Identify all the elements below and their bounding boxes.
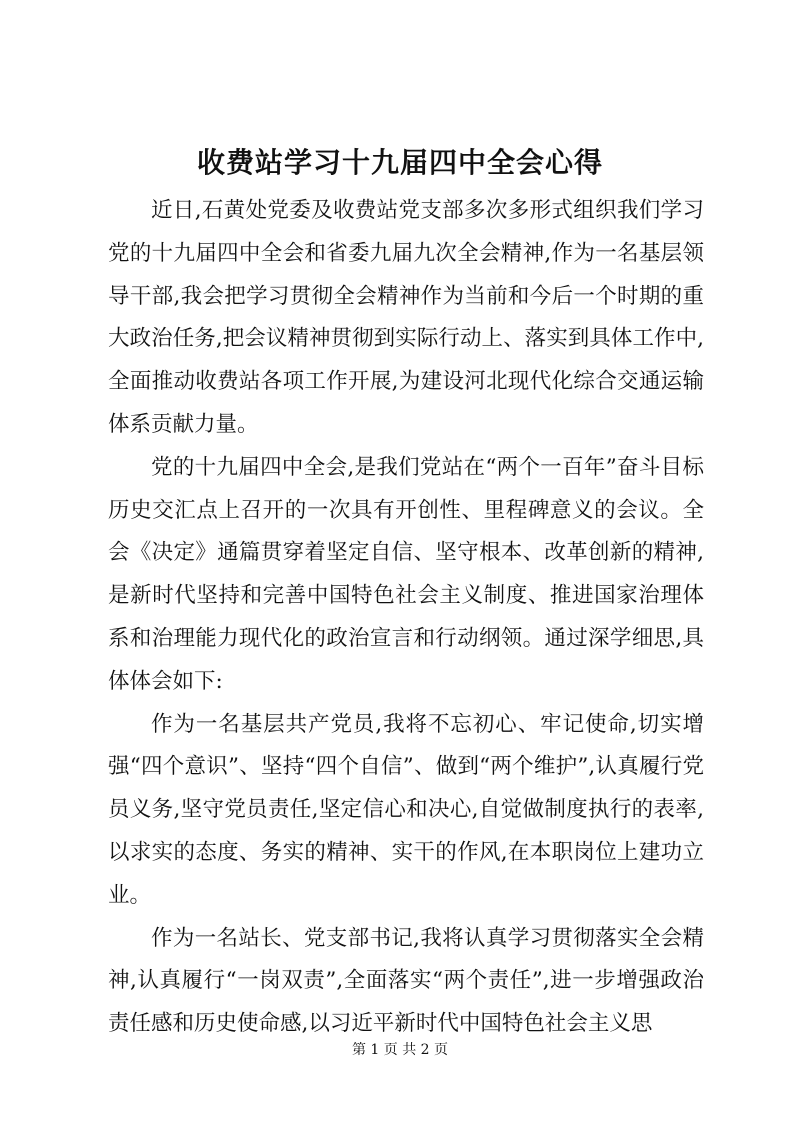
paragraph-2: 党的十九届四中全会,是我们党站在“两个一百年”奋斗目标历史交汇点上召开的一次具有开创性、里程碑意义的会议。全会《决定》通篇贯穿着坚定自信、坚守根本、改革创新的精神,是新时代坚持和完善中国特色社会主义制度、推进国家治理体系和治理能力现代化的政治宣言和行动纲领。通过深学细思,具体体会如下: [108,454,704,694]
document-body [108,190,704,1046]
paragraph-3: 作为一名基层共产党员,我将不忘初心、牢记使命,切实增强“四个意识”、坚持“四个自信”、做到“两个维护”,认真履行党员义务,坚守党员责任,坚定信心和决心,自觉做制度执行的表率,以求实的态度、务实的精神、实干的作风,在本职岗位上建功立业。 [108,711,704,908]
page-number-footer: 第 1 页 共 2 页 [351,1042,449,1058]
document-title: 收费站学习十九届四中全会心得 [196,146,603,179]
paragraph-1: 近日,石黄处党委及收费站党支部多次多形式组织我们学习党的十九届四中全会和省委九届九次全会精神,作为一名基层领导干部,我会把学习贯彻全会精神作为当前和今后一个时期的重大政治任务,把会议精神贯彻到实际行动上、落实到具体工作中,全面推动收费站各项工作开展,为建设河北现代化综合交通运输体系贡献力量。 [108,198,704,437]
paragraph-4: 作为一名站长、党支部书记,我将认真学习贯彻落实全会精神,认真履行“一岗双责”,全面落实“两个责任”,进一步增强政治责任感和历史使命感,以习近平新时代中国特色社会主义思 [108,925,704,1037]
